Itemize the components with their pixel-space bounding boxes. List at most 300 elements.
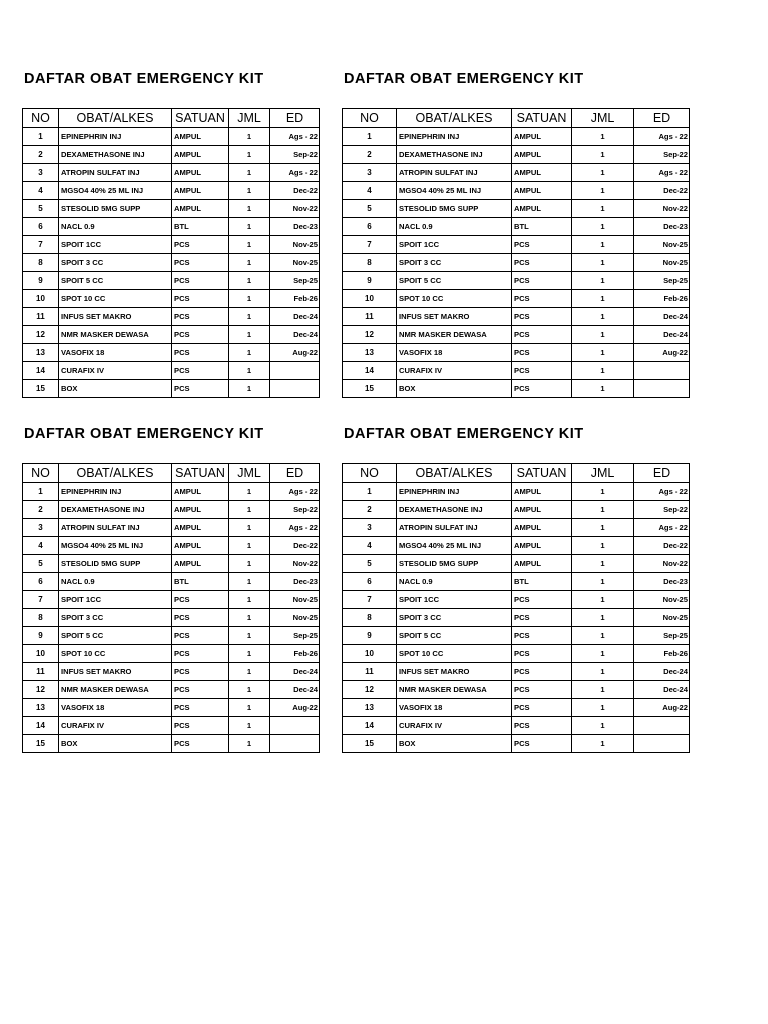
cell-quantity: 1	[572, 362, 634, 380]
cell-item-name: SPOIT 3 CC	[397, 609, 512, 627]
cell-no: 13	[343, 699, 397, 717]
cell-item-name: STESOLID 5MG SUPP	[59, 555, 172, 573]
cell-expiry-date: Dec-23	[270, 218, 320, 236]
cell-no: 5	[343, 200, 397, 218]
cell-unit: PCS	[512, 290, 572, 308]
kit-title: DAFTAR OBAT EMERGENCY KIT	[344, 426, 584, 442]
cell-item-name: INFUS SET MAKRO	[397, 308, 512, 326]
cell-quantity: 1	[572, 663, 634, 681]
cell-item-name: SPOIT 3 CC	[59, 254, 172, 272]
cell-expiry-date: Sep-25	[634, 627, 690, 645]
cell-item-name: MGSO4 40% 25 ML INJ	[397, 537, 512, 555]
table-row	[343, 735, 690, 753]
cell-expiry-date: Feb-26	[634, 290, 690, 308]
cell-item-name: STESOLID 5MG SUPP	[397, 200, 512, 218]
kit-table	[22, 108, 320, 398]
cell-item-name: VASOFIX 18	[397, 344, 512, 362]
table-row	[23, 362, 320, 380]
cell-item-name: ATROPIN SULFAT INJ	[59, 164, 172, 182]
cell-quantity: 1	[229, 717, 270, 735]
table-row	[343, 290, 690, 308]
cell-quantity: 1	[229, 627, 270, 645]
cell-quantity: 1	[572, 146, 634, 164]
cell-no: 4	[23, 182, 59, 200]
cell-quantity: 1	[572, 645, 634, 663]
cell-quantity: 1	[572, 290, 634, 308]
cell-expiry-date: Dec-23	[270, 573, 320, 591]
cell-quantity: 1	[572, 627, 634, 645]
cell-quantity: 1	[229, 236, 270, 254]
cell-item-name: VASOFIX 18	[59, 344, 172, 362]
header-unit: SATUAN	[512, 464, 572, 483]
cell-unit: PCS	[172, 254, 229, 272]
cell-quantity: 1	[572, 218, 634, 236]
cell-no: 11	[23, 308, 59, 326]
cell-quantity: 1	[229, 537, 270, 555]
cell-quantity: 1	[572, 681, 634, 699]
cell-quantity: 1	[572, 128, 634, 146]
cell-expiry-date: Dec-22	[634, 537, 690, 555]
cell-quantity: 1	[572, 380, 634, 398]
table-row	[343, 200, 690, 218]
cell-expiry-date: Nov-25	[634, 254, 690, 272]
cell-expiry-date: Nov-25	[634, 609, 690, 627]
kit-body	[23, 483, 320, 753]
cell-item-name: SPOIT 5 CC	[397, 272, 512, 290]
cell-no: 2	[343, 501, 397, 519]
table-row	[23, 290, 320, 308]
cell-item-name: SPOIT 1CC	[59, 591, 172, 609]
cell-no: 15	[23, 380, 59, 398]
cell-no: 3	[23, 519, 59, 537]
header-unit: SATUAN	[172, 464, 229, 483]
cell-quantity: 1	[229, 645, 270, 663]
header-expiry: ED	[634, 109, 690, 128]
cell-unit: PCS	[172, 609, 229, 627]
cell-no: 3	[23, 164, 59, 182]
cell-quantity: 1	[229, 290, 270, 308]
cell-expiry-date: Dec-22	[270, 537, 320, 555]
cell-unit: PCS	[512, 591, 572, 609]
cell-unit: PCS	[512, 344, 572, 362]
cell-unit: AMPUL	[172, 200, 229, 218]
cell-quantity: 1	[572, 326, 634, 344]
cell-item-name: SPOIT 1CC	[59, 236, 172, 254]
cell-no: 2	[23, 146, 59, 164]
cell-quantity: 1	[572, 182, 634, 200]
cell-unit: AMPUL	[172, 519, 229, 537]
kit-body	[343, 483, 690, 753]
table-row	[343, 537, 690, 555]
table-row	[23, 254, 320, 272]
table-row	[23, 308, 320, 326]
cell-quantity: 1	[229, 609, 270, 627]
cell-unit: AMPUL	[512, 501, 572, 519]
table-row	[343, 380, 690, 398]
table-row	[23, 717, 320, 735]
cell-no: 6	[23, 218, 59, 236]
table-row	[343, 164, 690, 182]
cell-expiry-date: Sep-25	[270, 272, 320, 290]
cell-quantity: 1	[229, 591, 270, 609]
cell-expiry-date: Nov-25	[634, 236, 690, 254]
cell-item-name: EPINEPHRIN INJ	[397, 128, 512, 146]
cell-expiry-date: Sep-25	[270, 627, 320, 645]
cell-no: 13	[23, 344, 59, 362]
cell-no: 12	[343, 681, 397, 699]
cell-expiry-date: Dec-22	[270, 182, 320, 200]
cell-quantity: 1	[572, 483, 634, 501]
cell-expiry-date: Ags - 22	[270, 519, 320, 537]
cell-item-name: BOX	[59, 380, 172, 398]
cell-expiry-date: Nov-22	[270, 200, 320, 218]
cell-no: 1	[343, 128, 397, 146]
cell-item-name: NACL 0.9	[59, 573, 172, 591]
cell-unit: PCS	[512, 735, 572, 753]
table-row	[23, 627, 320, 645]
table-row	[343, 681, 690, 699]
cell-expiry-date: Ags - 22	[270, 483, 320, 501]
cell-item-name: NMR MASKER DEWASA	[59, 326, 172, 344]
cell-quantity: 1	[229, 254, 270, 272]
cell-item-name: NACL 0.9	[397, 573, 512, 591]
table-row	[23, 236, 320, 254]
header-no: NO	[343, 464, 397, 483]
cell-unit: AMPUL	[512, 146, 572, 164]
cell-quantity: 1	[572, 573, 634, 591]
cell-expiry-date: Sep-22	[270, 501, 320, 519]
cell-quantity: 1	[572, 308, 634, 326]
cell-item-name: VASOFIX 18	[397, 699, 512, 717]
cell-quantity: 1	[572, 164, 634, 182]
cell-quantity: 1	[229, 699, 270, 717]
table-row	[343, 326, 690, 344]
header-item: OBAT/ALKES	[397, 464, 512, 483]
cell-unit: PCS	[172, 380, 229, 398]
cell-no: 7	[343, 236, 397, 254]
cell-no: 6	[23, 573, 59, 591]
cell-item-name: DEXAMETHASONE INJ	[397, 146, 512, 164]
cell-no: 8	[343, 609, 397, 627]
table-row	[23, 380, 320, 398]
cell-item-name: VASOFIX 18	[59, 699, 172, 717]
cell-quantity: 1	[572, 344, 634, 362]
table-row	[343, 254, 690, 272]
table-row	[343, 236, 690, 254]
cell-unit: BTL	[512, 573, 572, 591]
cell-quantity: 1	[229, 308, 270, 326]
cell-unit: PCS	[172, 717, 229, 735]
kit-table	[22, 463, 320, 753]
cell-expiry-date: Aug-22	[634, 699, 690, 717]
cell-item-name: NACL 0.9	[59, 218, 172, 236]
cell-item-name: SPOIT 1CC	[397, 591, 512, 609]
table-row	[343, 663, 690, 681]
table-row	[343, 218, 690, 236]
header-no: NO	[23, 109, 59, 128]
cell-no: 15	[343, 380, 397, 398]
cell-no: 7	[23, 236, 59, 254]
table-row	[23, 164, 320, 182]
kit-table	[342, 108, 690, 398]
header-item: OBAT/ALKES	[59, 109, 172, 128]
table-row	[343, 591, 690, 609]
cell-item-name: CURAFIX IV	[397, 362, 512, 380]
cell-quantity: 1	[572, 236, 634, 254]
kit-title: DAFTAR OBAT EMERGENCY KIT	[24, 426, 264, 442]
table-row	[23, 218, 320, 236]
cell-quantity: 1	[229, 681, 270, 699]
cell-unit: PCS	[172, 236, 229, 254]
cell-unit: PCS	[172, 663, 229, 681]
cell-quantity: 1	[572, 519, 634, 537]
table-row	[343, 272, 690, 290]
cell-quantity: 1	[572, 537, 634, 555]
cell-unit: PCS	[512, 326, 572, 344]
cell-no: 12	[23, 681, 59, 699]
header-quantity: JML	[572, 464, 634, 483]
cell-expiry-date: Sep-25	[634, 272, 690, 290]
cell-no: 13	[23, 699, 59, 717]
cell-expiry-date: Dec-22	[634, 182, 690, 200]
cell-quantity: 1	[229, 272, 270, 290]
cell-item-name: BOX	[397, 735, 512, 753]
header-no: NO	[23, 464, 59, 483]
cell-item-name: SPOT 10 CC	[59, 290, 172, 308]
cell-no: 5	[23, 555, 59, 573]
header-quantity: JML	[229, 464, 270, 483]
cell-expiry-date: Nov-22	[634, 200, 690, 218]
cell-unit: AMPUL	[512, 537, 572, 555]
cell-no: 9	[23, 272, 59, 290]
cell-quantity: 1	[572, 555, 634, 573]
table-row	[23, 591, 320, 609]
cell-expiry-date: Feb-26	[270, 290, 320, 308]
table-row	[23, 537, 320, 555]
cell-quantity: 1	[572, 591, 634, 609]
cell-no: 9	[23, 627, 59, 645]
table-row	[343, 128, 690, 146]
cell-no: 7	[23, 591, 59, 609]
cell-unit: AMPUL	[172, 555, 229, 573]
table-row	[23, 128, 320, 146]
cell-quantity: 1	[229, 182, 270, 200]
cell-expiry-date	[270, 362, 320, 380]
cell-expiry-date: Nov-25	[270, 609, 320, 627]
table-row	[23, 501, 320, 519]
cell-unit: PCS	[172, 344, 229, 362]
cell-expiry-date	[634, 380, 690, 398]
cell-unit: BTL	[172, 573, 229, 591]
cell-unit: PCS	[512, 609, 572, 627]
header-unit: SATUAN	[172, 109, 229, 128]
table-row	[343, 182, 690, 200]
header-unit: SATUAN	[512, 109, 572, 128]
cell-no: 10	[343, 290, 397, 308]
cell-item-name: BOX	[59, 735, 172, 753]
cell-item-name: NMR MASKER DEWASA	[59, 681, 172, 699]
cell-no: 6	[343, 573, 397, 591]
cell-unit: PCS	[512, 699, 572, 717]
cell-item-name: STESOLID 5MG SUPP	[59, 200, 172, 218]
cell-expiry-date: Ags - 22	[634, 164, 690, 182]
table-row	[23, 519, 320, 537]
cell-item-name: CURAFIX IV	[59, 362, 172, 380]
table-row	[343, 344, 690, 362]
cell-unit: PCS	[512, 254, 572, 272]
cell-unit: PCS	[512, 645, 572, 663]
cell-no: 1	[23, 128, 59, 146]
cell-unit: PCS	[172, 645, 229, 663]
cell-expiry-date: Ags - 22	[634, 128, 690, 146]
cell-quantity: 1	[229, 164, 270, 182]
cell-quantity: 1	[572, 501, 634, 519]
cell-no: 5	[343, 555, 397, 573]
cell-unit: PCS	[512, 362, 572, 380]
cell-item-name: CURAFIX IV	[397, 717, 512, 735]
cell-item-name: SPOIT 5 CC	[397, 627, 512, 645]
cell-expiry-date	[270, 380, 320, 398]
cell-quantity: 1	[229, 501, 270, 519]
cell-item-name: INFUS SET MAKRO	[397, 663, 512, 681]
cell-expiry-date: Nov-25	[270, 236, 320, 254]
table-row	[23, 200, 320, 218]
cell-expiry-date: Ags - 22	[270, 128, 320, 146]
cell-unit: PCS	[172, 699, 229, 717]
cell-expiry-date: Dec-23	[634, 218, 690, 236]
cell-item-name: STESOLID 5MG SUPP	[397, 555, 512, 573]
cell-item-name: BOX	[397, 380, 512, 398]
table-row	[343, 645, 690, 663]
cell-no: 5	[23, 200, 59, 218]
cell-quantity: 1	[572, 254, 634, 272]
cell-item-name: SPOT 10 CC	[397, 290, 512, 308]
table-row	[343, 146, 690, 164]
cell-unit: PCS	[512, 272, 572, 290]
table-row	[23, 326, 320, 344]
cell-unit: PCS	[512, 236, 572, 254]
cell-expiry-date: Nov-25	[270, 254, 320, 272]
cell-unit: PCS	[172, 591, 229, 609]
cell-unit: PCS	[172, 627, 229, 645]
cell-expiry-date: Sep-22	[270, 146, 320, 164]
cell-no: 11	[343, 308, 397, 326]
table-row	[23, 609, 320, 627]
cell-unit: PCS	[172, 308, 229, 326]
table-row	[343, 519, 690, 537]
cell-item-name: MGSO4 40% 25 ML INJ	[397, 182, 512, 200]
cell-no: 1	[343, 483, 397, 501]
cell-quantity: 1	[229, 555, 270, 573]
cell-unit: PCS	[512, 681, 572, 699]
cell-item-name: EPINEPHRIN INJ	[397, 483, 512, 501]
cell-quantity: 1	[572, 272, 634, 290]
cell-unit: BTL	[512, 218, 572, 236]
cell-expiry-date: Dec-24	[270, 681, 320, 699]
table-row	[343, 573, 690, 591]
cell-unit: PCS	[172, 326, 229, 344]
cell-quantity: 1	[229, 519, 270, 537]
cell-no: 14	[343, 717, 397, 735]
cell-quantity: 1	[229, 380, 270, 398]
cell-no: 3	[343, 519, 397, 537]
cell-expiry-date	[634, 717, 690, 735]
cell-no: 14	[343, 362, 397, 380]
table-row	[343, 609, 690, 627]
cell-quantity: 1	[572, 609, 634, 627]
cell-item-name: ATROPIN SULFAT INJ	[59, 519, 172, 537]
cell-unit: PCS	[172, 681, 229, 699]
cell-item-name: ATROPIN SULFAT INJ	[397, 519, 512, 537]
cell-quantity: 1	[572, 699, 634, 717]
cell-expiry-date: Ags - 22	[270, 164, 320, 182]
cell-expiry-date: Dec-24	[270, 308, 320, 326]
cell-unit: AMPUL	[512, 200, 572, 218]
cell-item-name: NMR MASKER DEWASA	[397, 681, 512, 699]
cell-expiry-date: Ags - 22	[634, 519, 690, 537]
kit-body	[343, 128, 690, 398]
cell-no: 15	[343, 735, 397, 753]
cell-expiry-date: Nov-25	[634, 591, 690, 609]
table-row	[23, 573, 320, 591]
cell-no: 4	[23, 537, 59, 555]
cell-item-name: ATROPIN SULFAT INJ	[397, 164, 512, 182]
cell-no: 12	[343, 326, 397, 344]
cell-expiry-date: Dec-24	[634, 326, 690, 344]
cell-item-name: DEXAMETHASONE INJ	[59, 146, 172, 164]
cell-quantity: 1	[572, 200, 634, 218]
cell-unit: PCS	[512, 627, 572, 645]
cell-no: 4	[343, 537, 397, 555]
cell-expiry-date: Aug-22	[270, 699, 320, 717]
cell-unit: AMPUL	[512, 182, 572, 200]
cell-unit: PCS	[512, 380, 572, 398]
table-row	[23, 272, 320, 290]
cell-item-name: SPOIT 3 CC	[59, 609, 172, 627]
cell-unit: AMPUL	[172, 182, 229, 200]
kit-header-row	[23, 109, 320, 128]
cell-unit: PCS	[172, 272, 229, 290]
cell-quantity: 1	[229, 483, 270, 501]
cell-no: 15	[23, 735, 59, 753]
cell-no: 8	[23, 609, 59, 627]
cell-quantity: 1	[572, 735, 634, 753]
kit-header-row	[23, 464, 320, 483]
table-row	[23, 681, 320, 699]
cell-quantity: 1	[229, 362, 270, 380]
cell-item-name: SPOIT 1CC	[397, 236, 512, 254]
table-row	[343, 501, 690, 519]
cell-expiry-date: Dec-24	[270, 326, 320, 344]
header-expiry: ED	[270, 464, 320, 483]
table-row	[23, 182, 320, 200]
header-no: NO	[343, 109, 397, 128]
table-row	[343, 627, 690, 645]
cell-unit: PCS	[512, 308, 572, 326]
cell-item-name: EPINEPHRIN INJ	[59, 128, 172, 146]
cell-unit: AMPUL	[172, 501, 229, 519]
cell-quantity: 1	[229, 735, 270, 753]
cell-no: 11	[23, 663, 59, 681]
cell-item-name: SPOIT 5 CC	[59, 272, 172, 290]
cell-item-name: SPOT 10 CC	[59, 645, 172, 663]
cell-item-name: DEXAMETHASONE INJ	[397, 501, 512, 519]
cell-item-name: EPINEPHRIN INJ	[59, 483, 172, 501]
cell-no: 12	[23, 326, 59, 344]
cell-quantity: 1	[229, 663, 270, 681]
cell-unit: AMPUL	[172, 537, 229, 555]
cell-unit: PCS	[512, 717, 572, 735]
